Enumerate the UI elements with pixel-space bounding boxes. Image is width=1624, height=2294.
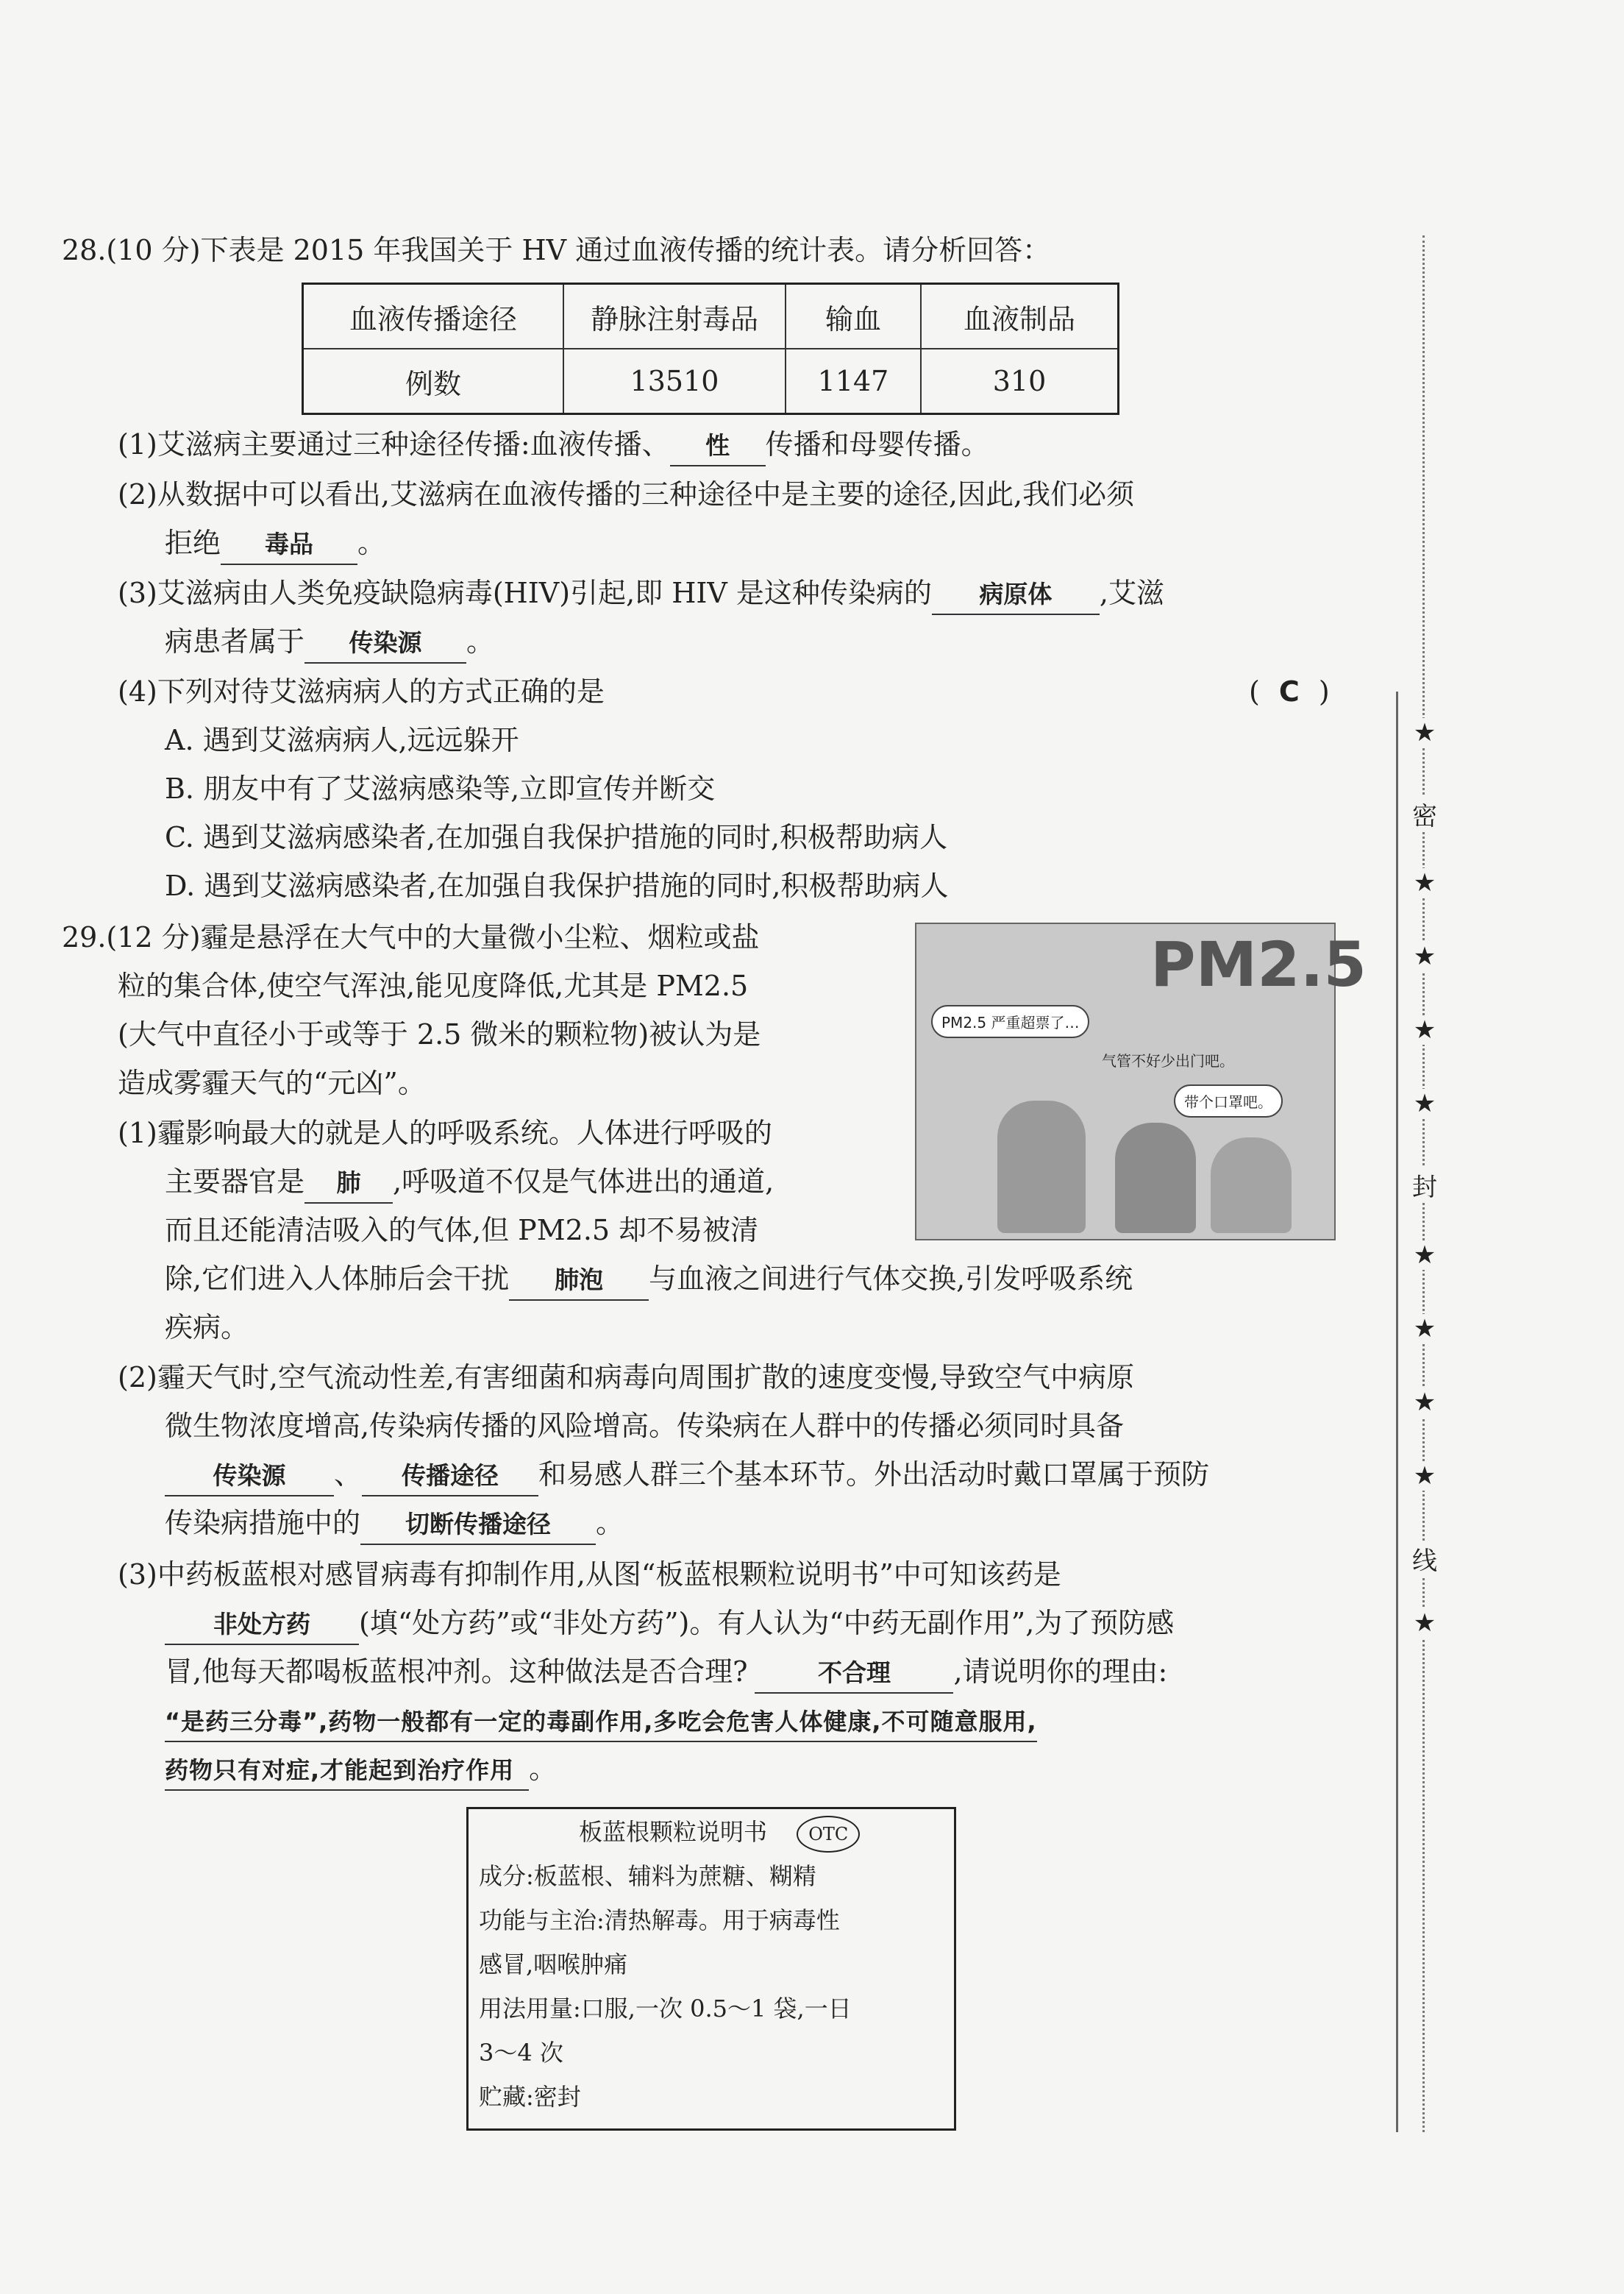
speech-bubble: 带个口罩吧。 (1174, 1084, 1283, 1118)
answer-blank: “是药三分毒”,药物一般都有一定的毒副作用,多吃会危害人体健康,不可随意服用, (165, 1702, 1037, 1742)
answer-blank: 传播途径 (362, 1457, 538, 1496)
q29-part1-line1: (1)霾影响最大的就是人的呼吸系统。人体进行呼吸的 (118, 1117, 772, 1149)
leaflet-line: 贮藏:密封 (479, 2083, 581, 2111)
option-d: D. 遇到艾滋病感染者,在加强自我保护措施的同时,积极帮助病人 (165, 870, 949, 902)
answer-blank: 切断传播途径 (360, 1505, 596, 1545)
q29-part2-line4 (165, 1504, 624, 1545)
cartoon-figure (997, 1101, 1086, 1233)
q29-part2-line2: 微生物浓度增高,传染病传播的风险增高。传染病在人群中的传播必须同时具备 (165, 1410, 1125, 1442)
cartoon-sky-text: PM2.5 (1150, 928, 1367, 1001)
star-icon: ★ (1406, 1089, 1443, 1118)
q29-stem-line2: 粒的集合体,使空气浑浊,能见度降低,尤其是 PM2.5 (118, 970, 749, 1002)
leaflet-line: 功能与主治:清热解毒。用于病毒性 (479, 1906, 840, 1934)
q29-part2-line1: (2)霾天气时,空气流动性差,有害细菌和病毒向周围扩散的速度变慢,导致空气中病原 (118, 1361, 1135, 1393)
table-cell: 1147 (786, 349, 921, 414)
text: (3)艾滋病由人类免疫缺隐病毒(HIV)引起,即 HIV 是这种传染病的 (118, 577, 932, 609)
q29-part1-line3: 而且还能清洁吸入的气体,但 PM2.5 却不易被清 (165, 1214, 759, 1246)
q29-part1-line5: 疾病。 (165, 1311, 249, 1343)
q29-part3-answer-line1 (165, 1701, 1037, 1742)
medicine-leaflet (466, 1807, 956, 2131)
text: 传播和母婴传播。 (765, 428, 989, 461)
star-icon: ★ (1406, 942, 1443, 971)
binding-char-xian: 线 (1406, 1541, 1443, 1577)
table-cell: 13510 (563, 349, 786, 414)
text: 、 (334, 1458, 363, 1491)
text: 拒绝 (165, 527, 221, 559)
text: ,艾滋 (1099, 577, 1164, 609)
leaflet-title: 板蓝根颗粒说明书 (579, 1818, 768, 1846)
binding-char-mi: 密 (1406, 796, 1443, 832)
answer-blank: 传染源 (165, 1457, 334, 1496)
text: 与血液之间进行气体交换,引发呼吸系统 (649, 1263, 1133, 1295)
star-icon: ★ (1406, 1388, 1443, 1417)
option-b: B. 朋友中有了艾滋病感染等,立即宣传并断交 (165, 773, 716, 805)
q29-part3-line1: (3)中药板蓝根对感冒病毒有抑制作用,从图“板蓝根颗粒说明书”中可知该药是 (118, 1558, 1061, 1591)
q29-part1-line4 (165, 1260, 1133, 1301)
hiv-transmission-table (302, 283, 1119, 415)
leaflet-line: 感冒,咽喉肿痛 (479, 1950, 628, 1978)
star-icon: ★ (1406, 718, 1443, 747)
table-header-cell: 血液传播途径 (303, 284, 564, 349)
answer-blank: 肺 (304, 1164, 393, 1204)
bracket: ) (1318, 675, 1330, 708)
leaflet-line: 用法用量:口服,一次 0.5～1 袋,一日 (479, 1995, 852, 2023)
table-row (303, 349, 1119, 414)
q29-part1-line2 (165, 1162, 774, 1204)
otc-badge: OTC (797, 1816, 860, 1853)
q28-part2-line1: (2)从数据中可以看出,艾滋病在血液传播的三种途径中是主要的途径,因此,我们必须 (118, 478, 1135, 511)
star-icon: ★ (1406, 1608, 1443, 1638)
option-c: C. 遇到艾滋病感染者,在加强自我保护措施的同时,积极帮助病人 (165, 821, 948, 853)
text: 。 (529, 1753, 558, 1785)
answer-blank: 药物只有对症,才能起到治疗作用 (165, 1751, 529, 1791)
cartoon-figure (1115, 1123, 1196, 1233)
q28-part3-line1 (118, 574, 1164, 615)
star-icon: ★ (1406, 1461, 1443, 1491)
bracket: ( (1249, 675, 1260, 708)
q28-part4: (4)下列对待艾滋病病人的方式正确的是 (118, 675, 605, 708)
text: 。 (357, 527, 386, 559)
text: (1)艾滋病主要通过三种途径传播:血液传播、 (118, 428, 670, 461)
leaflet-title-row (579, 1815, 860, 1853)
text: 和易感人群三个基本环节。外出活动时戴口罩属于预防 (538, 1458, 1210, 1491)
cartoon-figure (1211, 1137, 1292, 1233)
text: 除,它们进入人体肺后会干扰 (165, 1263, 510, 1295)
table-header-cell: 血液制品 (921, 284, 1119, 349)
text: ,呼吸道不仅是气体进出的通道, (393, 1165, 774, 1198)
q29-part3-line3 (165, 1652, 1167, 1694)
text: ,请说明你的理由: (953, 1655, 1168, 1688)
answer-blank: 肺泡 (509, 1261, 649, 1301)
table-header-row (303, 284, 1119, 349)
answer-blank: 毒品 (221, 525, 357, 565)
q28-part3-line2 (165, 622, 494, 664)
q29-stem-line4: 造成雾霾天气的“元凶”。 (118, 1067, 426, 1099)
star-icon: ★ (1406, 868, 1443, 898)
text: 冒,他每天都喝板蓝根冲剂。这种做法是否合理? (165, 1655, 748, 1688)
text: 。 (596, 1507, 624, 1539)
answer-blank: 性 (670, 427, 766, 466)
q28-stem: 28.(10 分)下表是 2015 年我国关于 HV 通过血液传播的统计表。请分析回答： (62, 234, 1051, 266)
text: 。 (466, 625, 495, 658)
text: 病患者属于 (165, 625, 305, 658)
table-cell: 310 (921, 349, 1119, 414)
answer-choice: C (1278, 675, 1300, 708)
star-icon: ★ (1406, 1240, 1443, 1270)
q28-part4-answer (1249, 672, 1330, 711)
leaflet-line: 成分:板蓝根、辅料为蔗糖、糊精 (479, 1862, 816, 1890)
table-cell: 例数 (303, 349, 564, 414)
q29-stem-line1: 29.(12 分)霾是悬浮在大气中的大量微小尘粒、烟粒或盐 (62, 921, 760, 954)
text: 主要器官是 (165, 1165, 305, 1198)
binding-char-feng: 封 (1406, 1167, 1443, 1203)
text: 传染病措施中的 (165, 1507, 361, 1539)
answer-blank: 病原体 (932, 575, 1100, 615)
text: (填“处方药”或“非处方药”)。有人认为“中药无副作用”,为了预防感 (359, 1607, 1175, 1639)
q29-stem-line3: (大气中直径小于或等于 2.5 微米的颗粒物)被认为是 (118, 1018, 761, 1051)
q29-part3-line2 (165, 1604, 1174, 1645)
star-icon: ★ (1406, 1015, 1443, 1045)
q29-part3-answer-line2 (165, 1750, 557, 1791)
answer-blank: 传染源 (304, 624, 466, 664)
speech-bubble: PM2.5 严重超票了… (931, 1005, 1089, 1038)
q29-part2-line3 (165, 1455, 1209, 1496)
binding-solid-line (1396, 692, 1398, 2132)
leaflet-line: 3～4 次 (479, 2039, 563, 2067)
table-header-cell: 输血 (786, 284, 921, 349)
option-a: A. 遇到艾滋病病人,远远躲开 (165, 724, 519, 756)
speech-bubble: 气管不好少出门吧。 (1102, 1052, 1234, 1070)
smog-cartoon-image (915, 923, 1367, 1240)
q28-part1 (118, 425, 989, 466)
answer-blank: 不合理 (755, 1654, 953, 1694)
star-icon: ★ (1406, 1314, 1443, 1343)
q28-part2-line2 (165, 524, 385, 565)
answer-blank: 非处方药 (165, 1605, 359, 1645)
table-header-cell: 静脉注射毒品 (563, 284, 786, 349)
